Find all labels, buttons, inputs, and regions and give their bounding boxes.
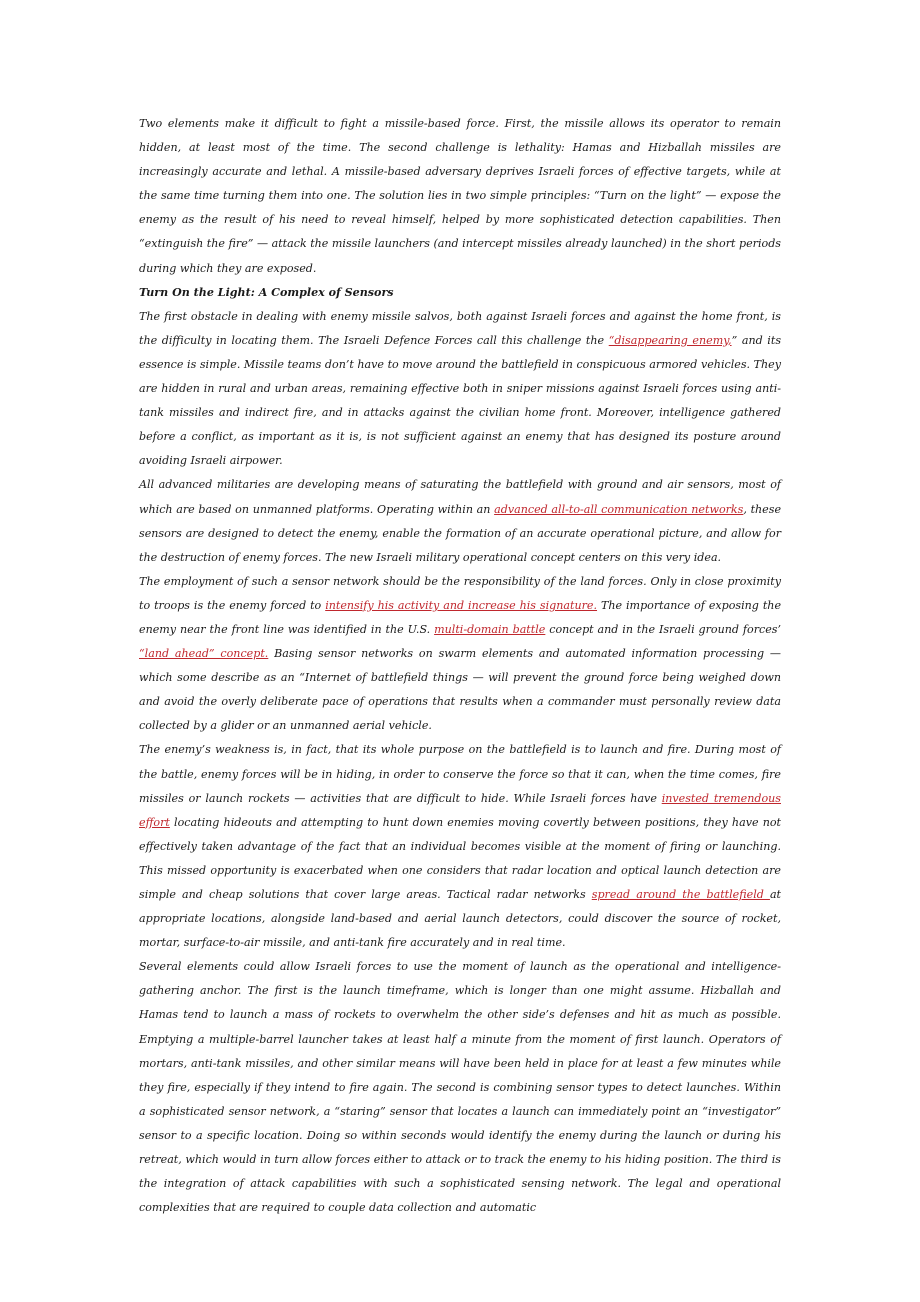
- link-spread-around-battlefield[interactable]: spread around the battlefield: [591, 888, 770, 901]
- text-run: at appropriate locations, alongside land-based and aerial launch detectors, could discover the source of rocket, mortar, surface-to-air missile, and anti-tank fire accurately and in real time.: [139, 888, 782, 950]
- paragraph-disappearing-enemy: [139, 305, 781, 474]
- link-land-ahead-concept[interactable]: “land ahead” concept.: [139, 647, 269, 661]
- paragraph-enemy-weakness: [139, 738, 781, 955]
- text-run: The importance of exposing the enemy near the front line was identified in the U.S.: [139, 598, 782, 636]
- link-multi-domain-battle[interactable]: multi-domain battle: [434, 622, 546, 636]
- section-heading: Turn On the Light: A Complex of Sensors: [139, 285, 394, 299]
- text-run: All advanced militaries are developing means of saturating the battlefield with ground and air sensors, most of which are based on unmanned platforms. Operating within an: [139, 478, 781, 516]
- link-communication-networks[interactable]: advanced all-to-all communication networks: [494, 502, 744, 516]
- link-disappearing-enemy[interactable]: “disappearing enemy,: [608, 333, 732, 347]
- link-intensify-activity[interactable]: intensify his activity and increase his signature.: [325, 598, 598, 612]
- paragraph-land-forces: [139, 570, 781, 739]
- text-run: ” and its essence is simple. Missile teams don’t have to move around the battlefield in conspicuous armored vehicles. They are hidden in rural and urban areas, remaining effective both in sniper missions against Israeli forces using anti-tank missiles and indirect fire, and in attacks against the civilian home front. Moreover, intelligence gathered before a conflict, as important as it is, is not sufficient against an enemy that has designed its posture around avoiding Israeli airpower.: [139, 333, 782, 468]
- text-run: Basing sensor networks on swarm elements and automated information processing — which some describe as an “Internet of battlefield things — will prevent the ground force being weighed down and avoid the overly deliberate pace of operations that results when a commander must personally review data collected by a glider or an unmanned aerial vehicle.: [139, 647, 781, 733]
- paragraph-sensors: [139, 473, 781, 569]
- text-run: , these sensors are designed to detect the enemy, enable the formation of an accurate operational picture, and allow for the destruction of enemy forces. The new Israeli military operational concept centers on this very idea.: [139, 502, 782, 564]
- text-run: concept and in the Israeli ground forces’: [545, 622, 781, 636]
- text-run: The first obstacle in dealing with enemy missile salvos, both against Israeli forces and against the home front, is the difficulty in locating them. The Israeli Defence Forces call this challenge the: [139, 309, 781, 347]
- text-run: The enemy’s weakness is, in fact, that its whole purpose on the battlefield is to launch and fire. During most of the battle, enemy forces will be in hiding, in order to conserve the force so that it can, when the time comes, fire missiles or launch rockets — activities that are difficult to hide. While Israeli forces have: [139, 743, 781, 805]
- text-run: The employment of such a sensor network should be the responsibility of the land forces. Only in close proximity to troops is the enemy forced to: [139, 574, 781, 612]
- paragraph-launch-moment: Several elements could allow Israeli forces to use the moment of launch as the operational and intelligence-gathering anchor. The first is the launch timeframe, which is longer than one might assume. Hizballah and Hamas tend to launch a mass of rockets to overwhelm the other side’s defenses and hit as much as possible. Emptying a multiple-barrel launcher takes at least half a minute from the moment of first launch. Operators of mortars, anti-tank missiles, and other similar means will have been held in place for at least a few minutes while they fire, especially if they intend to fire again. The second is combining sensor types to detect launches. Within a sophisticated sensor network, a “staring” sensor that locates a launch can immediately point an “investigator” sensor to a specific location. Doing so within seconds would identify the enemy during the launch or during his retreat, which would in turn allow forces either to attack or to track the enemy to his hiding position. The third is the integration of attack capabilities with such a sophisticated sensing network. The legal and operational complexities that are required to couple data collection and automatic: [139, 960, 781, 1215]
- paragraph-intro: Two elements make it difficult to fight a missile-based force. First, the missile allows its operator to remain hidden, at least most of the time. The second challenge is lethality: Hamas and Hizballah missiles are increasingly accurate and lethal. A missile-based adversary deprives Israeli forces of effective targets, while at the same time turning them into one. The solution lies in two simple principles: “Turn on the light” — expose the enemy as the result of his need to reveal himself, helped by more sophisticated detection capabilities. Then “extinguish the fire” — attack the missile launchers (and intercept missiles already launched) in the short periods during which they are exposed.: [139, 117, 781, 275]
- text-run: locating hideouts and attempting to hunt down enemies moving covertly between positions, they have not effectively taken advantage of the fact that an individual becomes visible at the moment of firing or launching. This missed opportunity is exacerbated when one considers that radar location and optical launch detection are simple and cheap solutions that cover large areas. Tactical radar networks: [139, 815, 781, 901]
- link-invested-effort[interactable]: invested tremendous effort: [139, 791, 781, 829]
